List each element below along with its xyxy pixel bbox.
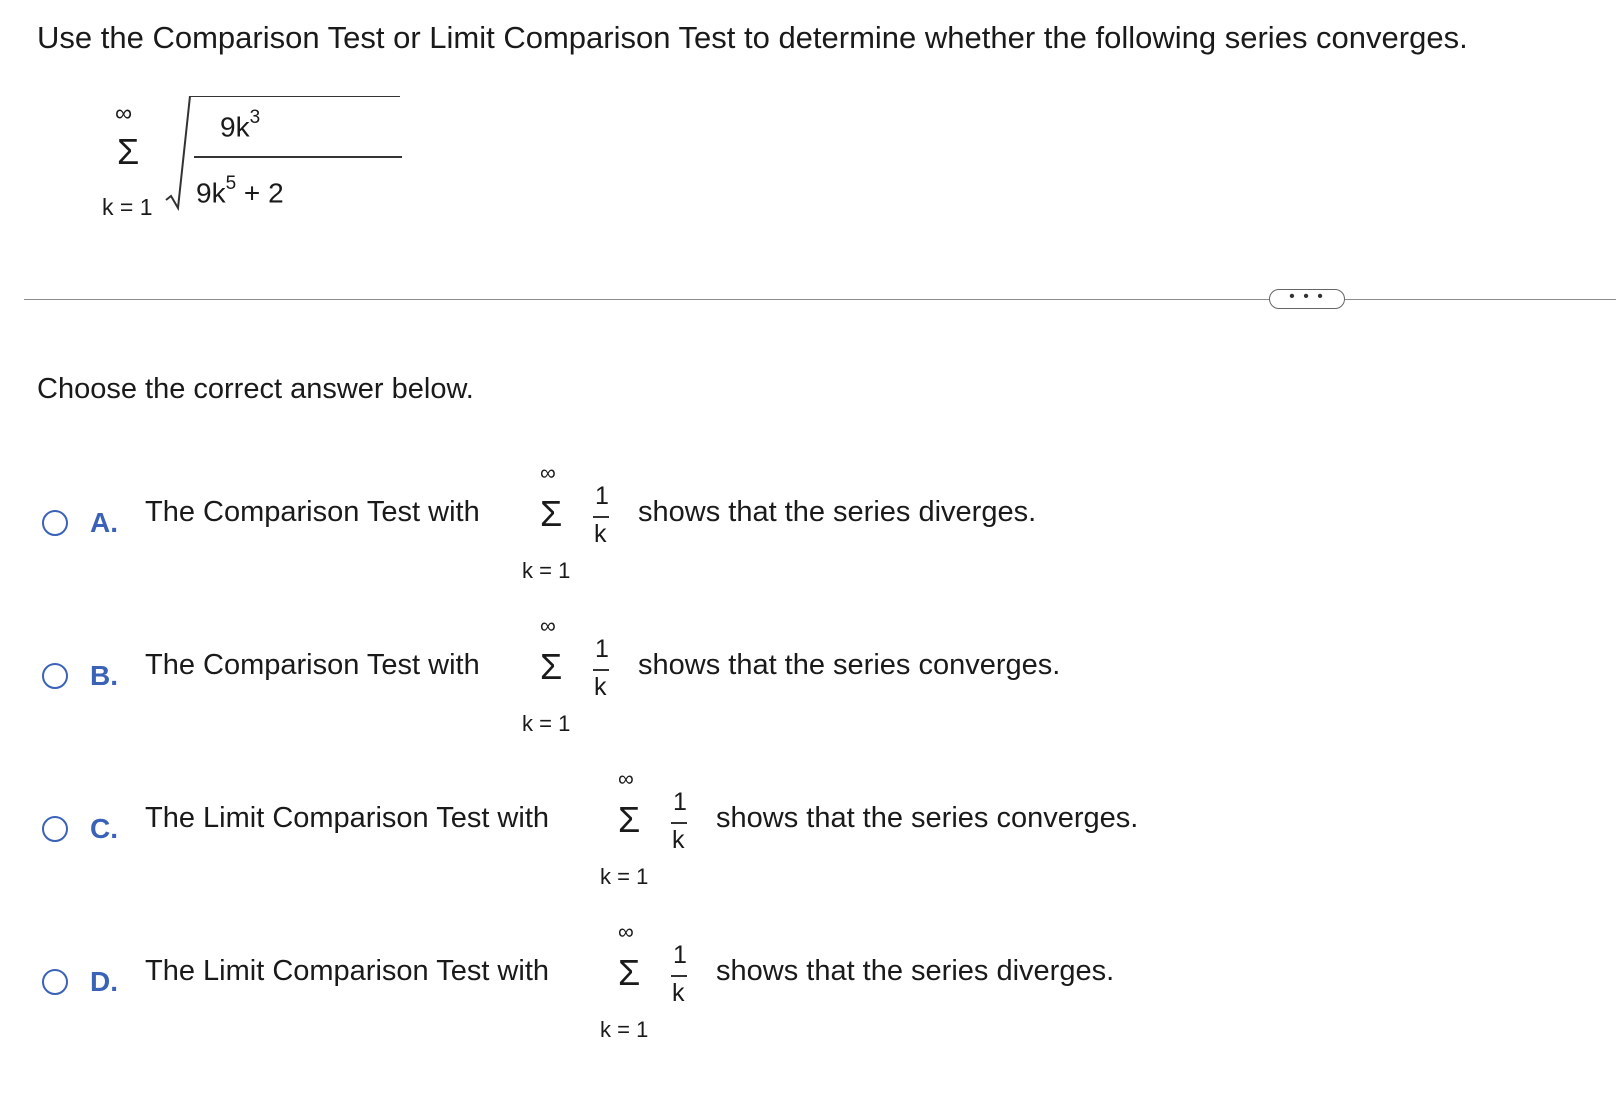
fraction-bar bbox=[671, 822, 687, 824]
option-c[interactable] bbox=[0, 766, 1300, 906]
series-expression bbox=[98, 96, 308, 226]
fraction-bar bbox=[671, 975, 687, 977]
option-b[interactable] bbox=[0, 613, 1300, 753]
option-a[interactable] bbox=[0, 460, 1300, 600]
fraction-bar bbox=[194, 156, 402, 158]
sigma-symbol: Σ bbox=[117, 131, 140, 172]
option-d-text-before: The Limit Comparison Test with bbox=[145, 955, 550, 987]
sum-upper-limit: ∞ bbox=[618, 766, 634, 791]
fraction-denominator: k bbox=[594, 520, 607, 548]
sum-lower-limit: k = 1 bbox=[600, 1017, 649, 1042]
option-b-summation bbox=[522, 613, 622, 743]
radio-button-c[interactable] bbox=[42, 816, 68, 842]
answer-prompt: Choose the correct answer below. bbox=[37, 373, 474, 405]
radio-button-b[interactable] bbox=[42, 663, 68, 689]
sum-upper-limit: ∞ bbox=[540, 460, 556, 485]
option-b-text-before: The Comparison Test with bbox=[145, 649, 480, 681]
sigma-symbol: Σ bbox=[618, 952, 641, 993]
option-d-text-after: shows that the series diverges. bbox=[716, 955, 1115, 987]
option-c-text-before: The Limit Comparison Test with bbox=[145, 802, 550, 834]
sigma-symbol: Σ bbox=[618, 799, 641, 840]
sum-lower-limit: k = 1 bbox=[102, 194, 153, 220]
sum-lower-limit: k = 1 bbox=[522, 711, 571, 736]
sum-upper-limit: ∞ bbox=[618, 919, 634, 944]
option-a-text-after: shows that the series diverges. bbox=[638, 496, 1037, 528]
option-c-text-after: shows that the series converges. bbox=[716, 802, 1139, 834]
fraction-bar bbox=[593, 516, 609, 518]
option-letter-d: D. bbox=[90, 966, 118, 997]
option-c-summation bbox=[600, 766, 700, 896]
option-d[interactable] bbox=[0, 919, 1300, 1059]
option-d-summation bbox=[600, 919, 700, 1049]
option-letter-a: A. bbox=[90, 507, 118, 538]
option-a-text-before: The Comparison Test with bbox=[145, 496, 480, 528]
more-options-button[interactable]: • • • bbox=[1269, 289, 1345, 309]
sigma-symbol: Σ bbox=[540, 646, 563, 687]
fraction-numerator: $9k^3$ bbox=[220, 107, 261, 143]
sum-lower-limit: k = 1 bbox=[600, 864, 649, 889]
sigma-symbol: Σ bbox=[540, 493, 563, 534]
option-b-text-after: shows that the series converges. bbox=[638, 649, 1061, 681]
instruction-text: Use the Comparison Test or Limit Comparison Test to determine whether the following series converges. bbox=[37, 20, 1468, 55]
fraction-numerator: 1 bbox=[595, 635, 609, 663]
fraction-denominator: k bbox=[672, 826, 685, 854]
fraction-numerator: 1 bbox=[673, 941, 687, 969]
option-letter-c: C. bbox=[90, 813, 118, 844]
section-divider bbox=[24, 299, 1616, 300]
sum-upper-limit: ∞ bbox=[115, 100, 133, 127]
option-letter-b: B. bbox=[90, 660, 118, 691]
sum-lower-limit: k = 1 bbox=[522, 558, 571, 583]
sum-upper-limit: ∞ bbox=[540, 613, 556, 638]
radio-button-d[interactable] bbox=[42, 969, 68, 995]
option-a-summation bbox=[522, 460, 622, 590]
radio-button-a[interactable] bbox=[42, 510, 68, 536]
fraction-bar bbox=[593, 669, 609, 671]
fraction-numerator: 1 bbox=[595, 482, 609, 510]
fraction-denominator: k bbox=[594, 673, 607, 701]
fraction-denominator: k bbox=[672, 979, 685, 1007]
fraction-denominator: $9k^5 + 2$ bbox=[196, 173, 284, 209]
fraction-numerator: 1 bbox=[673, 788, 687, 816]
